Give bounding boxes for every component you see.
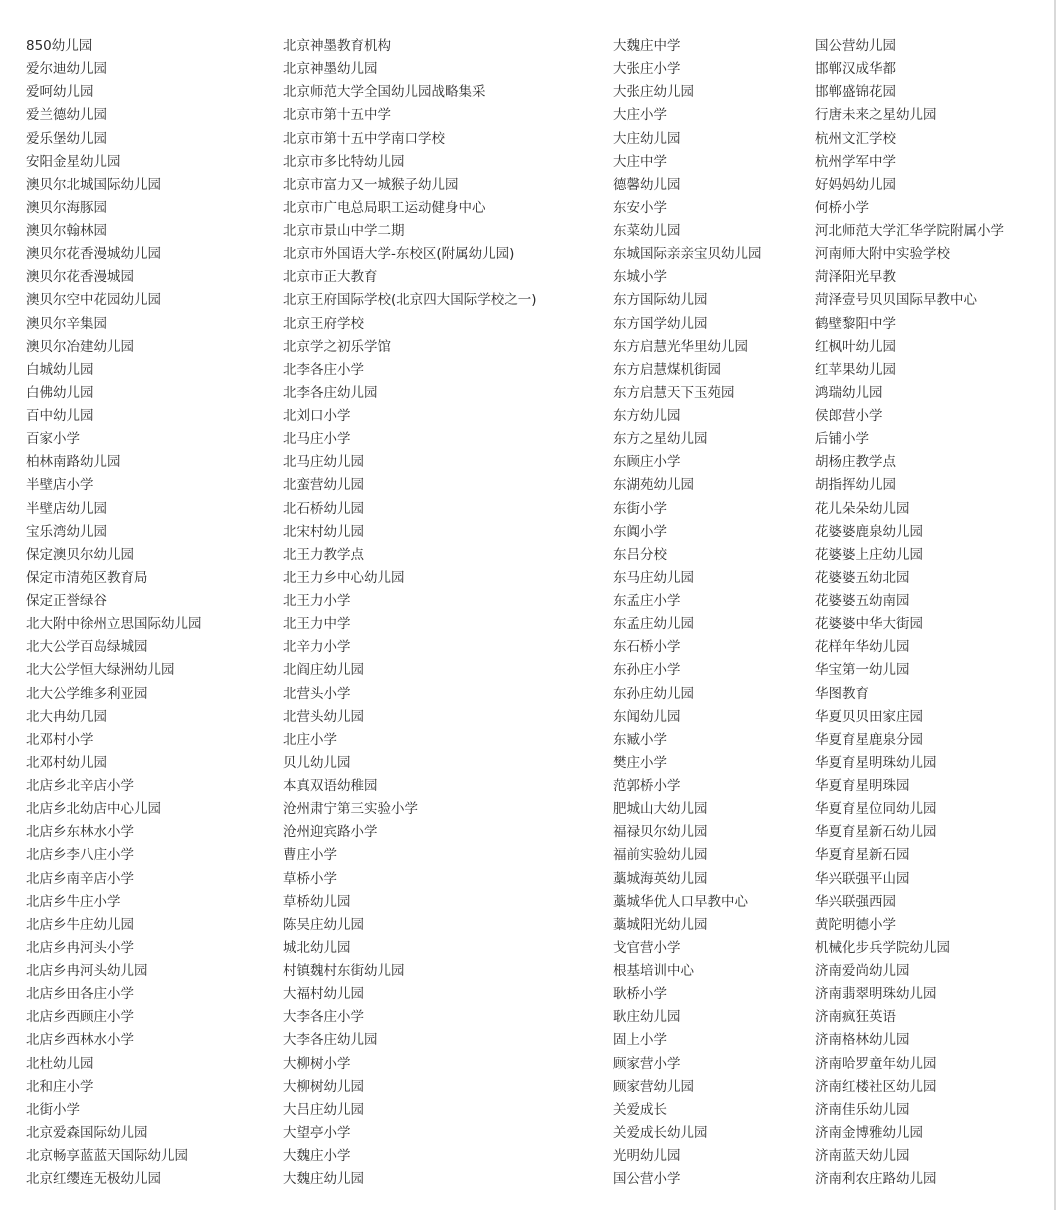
list-item: 花婆婆五幼南园: [815, 593, 910, 609]
list-item: 邯郸盛锦花园: [815, 84, 896, 101]
list-item: 华夏育星位同幼儿园: [815, 801, 937, 818]
list-item: 北杜幼儿园: [26, 1055, 94, 1072]
list-item: 红苹果幼儿园: [815, 361, 896, 378]
list-item: 北店乡北辛店小学: [26, 778, 134, 794]
list-item: 北京神墨幼儿园: [283, 61, 378, 78]
list-item: 北京市富力又一城猴子幼儿园: [283, 176, 459, 193]
list-item: 东方国学幼儿园: [613, 315, 708, 332]
list-item: 北大公学维多利亚园: [26, 685, 148, 702]
list-item: 北和庄小学: [26, 1078, 94, 1095]
list-item: 大魏庄中学: [613, 38, 681, 54]
list-item: 柏林南路幼儿园: [26, 454, 121, 471]
list-item: 爱呵幼儿园: [26, 84, 94, 101]
list-item: 樊庄小学: [613, 754, 667, 771]
list-item: 北刘口小学: [283, 408, 351, 424]
list-item: 济南利农庄路幼儿园: [815, 1171, 937, 1188]
school-list-column-1: [26, 35, 276, 1191]
list-item: 华夏育星明珠幼儿园: [815, 754, 937, 771]
list-item: 东吕分校: [613, 546, 667, 563]
list-item: 贝儿幼儿园: [283, 754, 351, 771]
list-item: 东方国际幼儿园: [613, 292, 708, 309]
list-item: 邯郸汉成华都: [815, 61, 896, 78]
list-item: 北大公学恒大绿洲幼儿园: [26, 662, 175, 679]
list-item: 北王力乡中心幼儿园: [283, 569, 405, 586]
list-item: 北京市多比特幼儿园: [283, 153, 405, 170]
list-item: 耿桥小学: [613, 986, 667, 1003]
list-item: 北京市景山中学二期: [283, 223, 405, 239]
list-item: 好妈妈幼儿园: [815, 176, 896, 193]
list-item: 东臧小学: [613, 731, 667, 748]
list-item: 德馨幼儿园: [613, 176, 681, 193]
list-item: 济南哈罗童年幼儿园: [815, 1055, 937, 1072]
list-item: 胡杨庄教学点: [815, 454, 896, 471]
list-item: 澳贝尔翰林园: [26, 223, 107, 239]
list-item: 东石桥小学: [613, 639, 681, 656]
list-item: 东孟庄幼儿园: [613, 616, 694, 633]
list-item: 杭州学军中学: [815, 153, 896, 170]
list-item: 大张庄幼儿园: [613, 84, 694, 101]
list-item: 福禄贝尔幼儿园: [613, 824, 708, 841]
list-item: 北大冉幼几园: [26, 708, 107, 725]
school-list-column-2: [283, 35, 608, 1191]
list-item: 济南红楼社区幼儿园: [815, 1078, 937, 1095]
list-item: 大李各庄幼儿园: [283, 1032, 378, 1049]
list-item: 北蛮营幼儿园: [283, 477, 364, 494]
list-item: 村镇魏村东街幼儿园: [283, 963, 405, 979]
list-item: 华宝第一幼儿园: [815, 662, 910, 679]
list-item: 东方启慧煤机街园: [613, 361, 721, 378]
list-item: 华兴联强平山园: [815, 870, 910, 887]
list-item: 藁城海英幼儿园: [613, 870, 708, 887]
list-item: 东安小学: [613, 199, 667, 216]
list-item: 耿庄幼儿园: [613, 1009, 681, 1026]
list-item: 大庄中学: [613, 153, 667, 170]
list-item: 大吕庄幼儿园: [283, 1101, 364, 1118]
list-item: 安阳金星幼儿园: [26, 153, 121, 170]
list-item: 北店乡牛庄小学: [26, 893, 121, 910]
list-item: 华图教育: [815, 685, 869, 702]
list-item: 光明幼儿园: [613, 1148, 681, 1164]
list-item: 爱乐堡幼儿园: [26, 130, 107, 147]
list-item: 北马庄小学: [283, 431, 351, 448]
list-item: 菏泽壹号贝贝国际早教中心: [815, 292, 977, 309]
list-item: 河南师大附中实验学校: [815, 246, 950, 263]
list-item: 关爱成长幼儿园: [613, 1124, 708, 1141]
list-item: 爱兰德幼儿园: [26, 107, 107, 124]
list-item: 北京师范大学全国幼儿园战略集采: [283, 84, 486, 101]
list-item: 东闻幼儿园: [613, 708, 681, 725]
list-item: 澳贝尔花香漫城园: [26, 269, 134, 286]
list-item: 北马庄幼儿园: [283, 454, 364, 471]
list-item: 东孟庄小学: [613, 593, 681, 609]
list-item: 济南格林幼儿园: [815, 1032, 910, 1049]
list-item: 保定正誉绿谷: [26, 593, 107, 609]
list-item: 国公营小学: [613, 1171, 681, 1188]
list-item: 北京王府学校: [283, 315, 364, 332]
list-item: 华夏育星新石园: [815, 847, 910, 864]
list-item: 国公营幼儿园: [815, 38, 896, 54]
list-item: 大张庄小学: [613, 61, 681, 78]
list-item: 鸿瑞幼儿园: [815, 384, 883, 401]
list-item: 北京市第十五中学: [283, 107, 391, 124]
list-item: 北街小学: [26, 1101, 80, 1118]
list-item: 北店乡东林水小学: [26, 824, 134, 841]
list-item: 顾家营小学: [613, 1055, 681, 1072]
list-item: 大庄小学: [613, 107, 667, 124]
list-item: 红枫叶幼儿园: [815, 338, 896, 355]
list-item: 北王力小学: [283, 593, 351, 609]
list-item: 北营头小学: [283, 685, 351, 702]
list-item: 北大公学百岛绿城园: [26, 639, 148, 656]
list-item: 澳贝尔冶建幼儿园: [26, 338, 134, 355]
list-item: 胡指挥幼儿园: [815, 477, 896, 494]
list-item: 北店乡西林水小学: [26, 1032, 134, 1049]
list-item: 济南疯狂英语: [815, 1009, 896, 1026]
list-item: 北李各庄幼儿园: [283, 384, 378, 401]
list-item: 大庄幼儿园: [613, 130, 681, 147]
list-item: 沧州迎宾路小学: [283, 824, 378, 841]
list-item: 北邓村幼儿园: [26, 754, 107, 771]
list-item: 北李各庄小学: [283, 361, 364, 378]
list-item: 澳贝尔辛集园: [26, 315, 107, 332]
list-item: 大李各庄小学: [283, 1009, 364, 1026]
list-item: 东方幼儿园: [613, 408, 681, 424]
list-item: 北京市广电总局职工运动健身中心: [283, 199, 486, 216]
list-item: 关爱成长: [613, 1101, 667, 1118]
list-item: 北店乡西顾庄小学: [26, 1009, 134, 1026]
list-item: 北京王府国际学校(北京四大国际学校之一): [283, 292, 537, 309]
school-list-column-3: [613, 35, 811, 1191]
list-item: 东方之星幼儿园: [613, 431, 708, 448]
list-item: 曹庄小学: [283, 847, 337, 864]
list-item: 藁城阳光幼儿园: [613, 916, 708, 933]
list-item: 大望亭小学: [283, 1124, 351, 1141]
list-item: 根基培训中心: [613, 963, 694, 979]
list-item: 百中幼儿园: [26, 408, 94, 424]
list-item: 草桥幼儿园: [283, 893, 351, 910]
list-item: 花婆婆五幼北园: [815, 569, 910, 586]
list-item: 半壁店小学: [26, 477, 94, 494]
list-item: 北庄小学: [283, 731, 337, 748]
list-item: 北店乡南辛店小学: [26, 870, 134, 887]
list-item: 菏泽阳光早教: [815, 269, 896, 286]
list-item: 戈官营小学: [613, 939, 681, 956]
list-item: 东街小学: [613, 500, 667, 517]
list-item: 北店乡牛庄幼儿园: [26, 916, 134, 933]
list-item: 850幼儿园: [26, 38, 93, 54]
list-item: 东孙庄幼儿园: [613, 685, 694, 702]
list-item: 白城幼儿园: [26, 361, 94, 378]
list-item: 澳贝尔北城国际幼儿园: [26, 176, 161, 193]
list-item: 本真双语幼稚园: [283, 778, 378, 794]
list-item: 华兴联强西园: [815, 893, 896, 910]
list-item: 肥城山大幼儿园: [613, 801, 708, 818]
list-item: 百家小学: [26, 431, 80, 448]
list-item: 东菜幼儿园: [613, 223, 681, 239]
list-item: 花样年华幼儿园: [815, 639, 910, 656]
list-item: 北邓村小学: [26, 731, 94, 748]
list-item: 济南金博雅幼儿园: [815, 1124, 923, 1141]
list-item: 何桥小学: [815, 199, 869, 216]
list-item: 北京畅享蓝蓝天国际幼儿园: [26, 1148, 188, 1164]
list-item: 草桥小学: [283, 870, 337, 887]
list-item: 东孙庄小学: [613, 662, 681, 679]
list-item: 北京市外国语大学-东校区(附属幼儿园): [283, 246, 515, 263]
list-item: 北营头幼儿园: [283, 708, 364, 725]
list-item: 北大附中徐州立思国际幼儿园: [26, 616, 202, 633]
list-item: 北店乡冉河头小学: [26, 939, 134, 956]
list-item: 城北幼儿园: [283, 939, 351, 956]
list-item: 济南佳乐幼儿园: [815, 1101, 910, 1118]
list-item: 藁城华优人口早教中心: [613, 893, 748, 910]
list-item: 济南蓝天幼儿园: [815, 1148, 910, 1164]
list-item: 鹤壁黎阳中学: [815, 315, 896, 332]
list-item: 河北师范大学汇华学院附属小学: [815, 223, 1004, 239]
list-item: 保定市清苑区教育局: [26, 569, 148, 586]
list-item: 福前实验幼儿园: [613, 847, 708, 864]
list-item: 大福村幼儿园: [283, 986, 364, 1003]
list-item: 华夏育星新石幼儿园: [815, 824, 937, 841]
list-item: 花儿朵朵幼儿园: [815, 500, 910, 517]
list-item: 北京市正大教育: [283, 269, 378, 286]
list-item: 北王力中学: [283, 616, 351, 633]
list-item: 东城小学: [613, 269, 667, 286]
list-item: 东阗小学: [613, 523, 667, 540]
list-item: 北辛力小学: [283, 639, 351, 656]
school-list-column-4: [815, 35, 1051, 1191]
list-item: 北店乡冉河头幼儿园: [26, 963, 148, 979]
list-item: 北石桥幼儿园: [283, 500, 364, 517]
list-item: 华夏贝贝田家庄园: [815, 708, 923, 725]
list-item: 宝乐湾幼儿园: [26, 523, 107, 540]
list-item: 北店乡李八庄小学: [26, 847, 134, 864]
list-item: 机械化步兵学院幼儿园: [815, 939, 950, 956]
list-item: 东方启慧天下玉苑园: [613, 384, 735, 401]
list-item: 北京市第十五中学南口学校: [283, 130, 445, 147]
list-item: 花婆婆上庄幼儿园: [815, 546, 923, 563]
list-item: 东湖苑幼儿园: [613, 477, 694, 494]
list-item: 北京神墨教育机构: [283, 38, 391, 54]
list-item: 北店乡田各庄小学: [26, 986, 134, 1003]
list-item: 东城国际亲亲宝贝幼儿园: [613, 246, 762, 263]
list-item: 华夏育星明珠园: [815, 778, 910, 794]
list-item: 澳贝尔海豚园: [26, 199, 107, 216]
list-item: 北店乡北幼店中心儿园: [26, 801, 161, 818]
list-item: 沧州肃宁第三实验小学: [283, 801, 418, 818]
list-item: 侯郎营小学: [815, 408, 883, 424]
list-item: 济南翡翠明珠幼儿园: [815, 986, 937, 1003]
list-item: 陈吴庄幼儿园: [283, 916, 364, 933]
list-item: 东顾庄小学: [613, 454, 681, 471]
list-item: 华夏育星鹿泉分园: [815, 731, 923, 748]
list-item: 花婆婆中华大街园: [815, 616, 923, 633]
list-item: 杭州文汇学校: [815, 130, 896, 147]
list-item: 东马庄幼儿园: [613, 569, 694, 586]
list-item: 大柳树小学: [283, 1055, 351, 1072]
list-item: 北京爱森国际幼儿园: [26, 1124, 148, 1141]
list-item: 大柳树幼儿园: [283, 1078, 364, 1095]
list-item: 北京红缨连无极幼儿园: [26, 1171, 161, 1188]
list-item: 保定澳贝尔幼儿园: [26, 546, 134, 563]
list-item: 北京学之初乐学馆: [283, 338, 391, 355]
list-item: 济南爱尚幼儿园: [815, 963, 910, 979]
list-item: 澳贝尔花香漫城幼儿园: [26, 246, 161, 263]
list-item: 顾家营幼儿园: [613, 1078, 694, 1095]
list-item: 行唐未来之星幼儿园: [815, 107, 937, 124]
list-item: 范郭桥小学: [613, 778, 681, 794]
list-item: 固上小学: [613, 1032, 667, 1049]
list-item: 北宋村幼儿园: [283, 523, 364, 540]
list-item: 澳贝尔空中花园幼儿园: [26, 292, 161, 309]
list-item: 黄陀明德小学: [815, 916, 896, 933]
list-item: 白佛幼儿园: [26, 384, 94, 401]
list-item: 东方启慧光华里幼儿园: [613, 338, 748, 355]
list-item: 爱尔迪幼儿园: [26, 61, 107, 78]
list-item: 大魏庄小学: [283, 1148, 351, 1164]
list-item: 大魏庄幼儿园: [283, 1171, 364, 1188]
list-item: 花婆婆鹿泉幼儿园: [815, 523, 923, 540]
list-item: 后铺小学: [815, 431, 869, 448]
list-item: 北王力教学点: [283, 546, 364, 563]
list-item: 北阎庄幼儿园: [283, 662, 364, 679]
list-item: 半壁店幼儿园: [26, 500, 107, 517]
